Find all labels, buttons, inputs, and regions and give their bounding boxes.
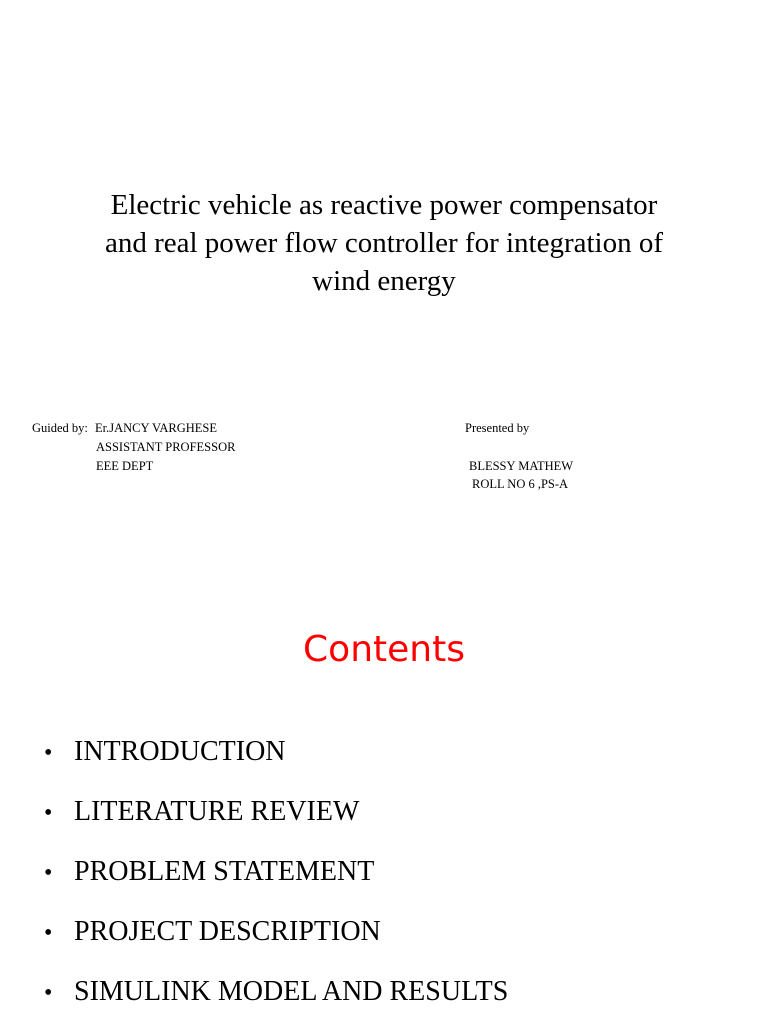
list-item-label: PROBLEM STATEMENT bbox=[74, 856, 375, 887]
presentation-title bbox=[40, 186, 728, 300]
list-item-label: INTRODUCTION bbox=[74, 736, 286, 767]
title-line: and real power flow controller for integration of bbox=[104, 227, 664, 259]
title-line: Electric vehicle as reactive power compensator bbox=[110, 189, 658, 221]
bullet-icon: • bbox=[44, 740, 53, 766]
bullet-icon: • bbox=[44, 800, 53, 826]
guided-by-label: Guided by: bbox=[32, 421, 88, 435]
list-item bbox=[44, 730, 508, 790]
contents-heading: Contents bbox=[303, 629, 465, 670]
guide-designation: ASSISTANT PROFESSOR bbox=[96, 440, 236, 454]
presented-by-label: Presented by bbox=[465, 421, 530, 435]
contents-slide bbox=[0, 590, 768, 1024]
list-item-label: SIMULINK MODEL AND RESULTS bbox=[74, 976, 509, 1007]
list-item bbox=[44, 910, 508, 970]
list-item-label: PROJECT DESCRIPTION bbox=[74, 916, 381, 947]
bullet-icon: • bbox=[44, 980, 53, 1006]
bullet-icon: • bbox=[44, 920, 53, 946]
title-line: wind energy bbox=[312, 265, 456, 297]
list-item bbox=[44, 790, 508, 850]
presenter-name: BLESSY MATHEW bbox=[469, 459, 574, 473]
list-item bbox=[44, 850, 508, 910]
presenter-roll: ROLL NO 6 ,PS-A bbox=[472, 477, 569, 491]
list-item bbox=[44, 970, 508, 1030]
bullet-icon: • bbox=[44, 860, 53, 886]
guide-name: Er.JANCY VARGHESE bbox=[95, 421, 218, 435]
list-item-label: LITERATURE REVIEW bbox=[74, 796, 360, 827]
guide-department: EEE DEPT bbox=[96, 459, 154, 473]
contents-list bbox=[44, 730, 508, 1030]
